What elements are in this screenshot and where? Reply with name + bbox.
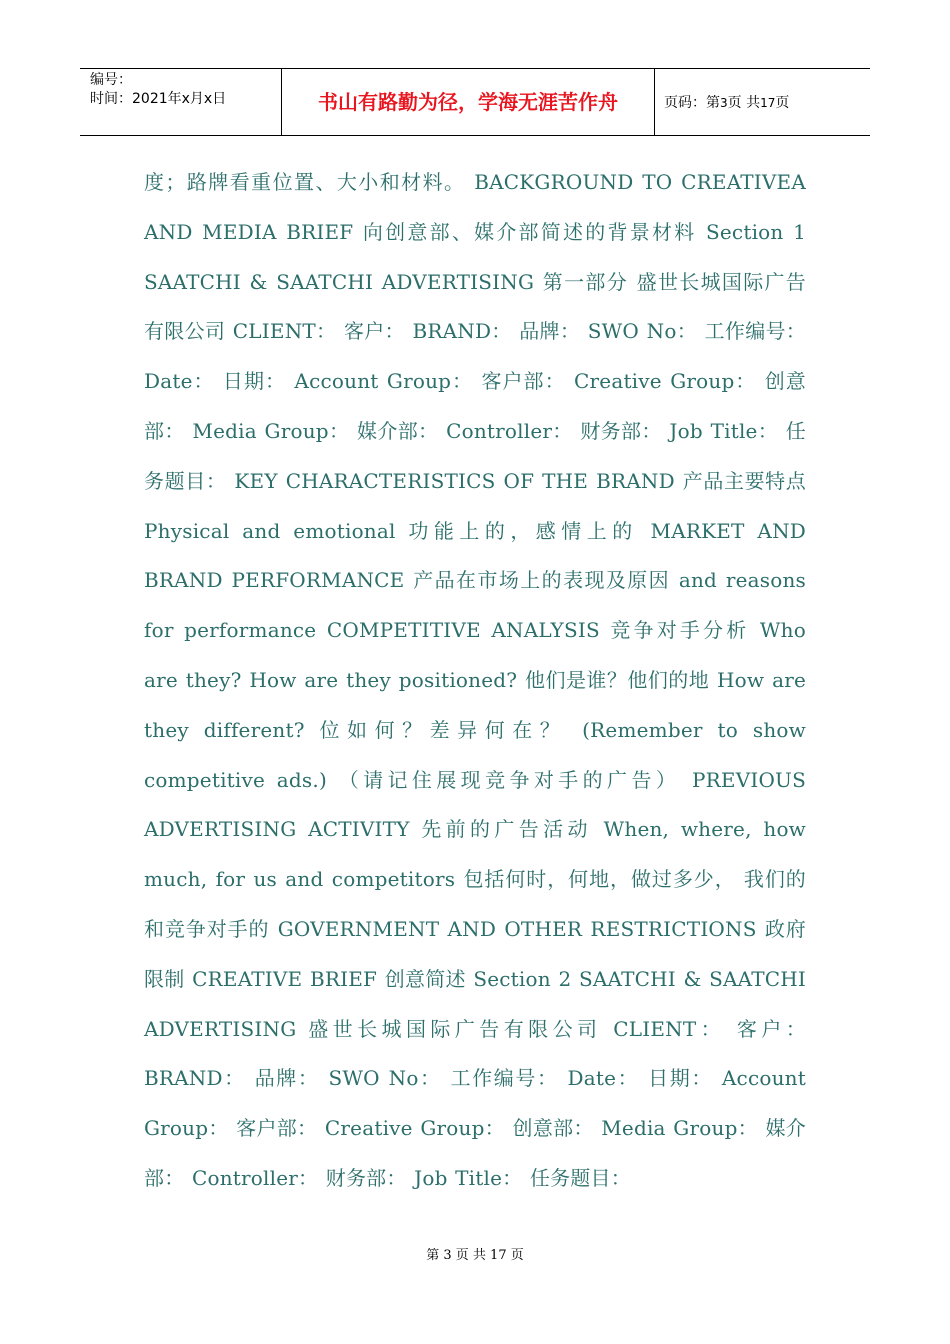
header-meta (90, 71, 226, 109)
page-footer: 第 3 页 共 17 页 (426, 1248, 524, 1263)
time-label: 时间：2021年x月x日 (90, 91, 227, 107)
document-body (144, 158, 806, 1204)
header-page-info (664, 69, 789, 135)
page-current: 3 (720, 96, 728, 110)
header-divider-right (654, 69, 655, 135)
page-suffix: 页 (775, 95, 790, 111)
page-prefix: 页码：第 (664, 95, 720, 111)
page-middle: 页 共 (727, 95, 761, 111)
header-motto: 书山有路勤为径，学海无涯苦作舟 (318, 90, 618, 114)
page-header (80, 68, 870, 136)
body-paragraph: 度；路牌看重位置、大小和材料。 BACKGROUND TO CREATIVEA AND MEDIA BRIEF 向创意部、媒介部简述的背景材料 Section 1 SAATCHI & SAATCHI ADVERTISING 第一部分 盛世长城国际广告有限公司 CLIENT： 客户： BRAND： 品牌： SWO No： 工作编号： Date： 日期： Account Group： 客户部： Creative Group： 创意部： Media Group： 媒介部： Controller： 财务部： Job Title： 任务题目： KEY CHARACTERISTICS OF THE BRAND 产品主要特点 Physical and emotional 功能上的，感情上的 MARKET AND BRAND PERFORMANCE 产品在市场上的表现及原因 and reasons for performance COMPETITIVE ANALYSIS 竞争对手分析 Who are they? How are they positioned? 他们是谁？他们的地 How are they different? 位如何？差异何在？ (Remember to show competitive ads.) （请记住展现竞争对手的广告） PREVIOUS ADVERTISING ACTIVITY 先前的广告活动 When, where, how much, for us and competitors 包括何时，何地，做过多少， 我们的和竞争对手的 GOVERNMENT AND OTHER RESTRICTIONS 政府限制 CREATIVE BRIEF 创意简述 Section 2 SAATCHI & SAATCHI ADVERTISING 盛世长城国际广告有限公司 CLIENT： 客户： BRAND： 品牌： SWO No： 工作编号： Date： 日期： Account Group： 客户部： Creative Group： 创意部： Media Group： 媒介部： Controller： 财务部： Job Title： 任务题目： (144, 170, 807, 1190)
number-label: 编号： (90, 72, 132, 88)
page-total: 17 (760, 96, 776, 110)
